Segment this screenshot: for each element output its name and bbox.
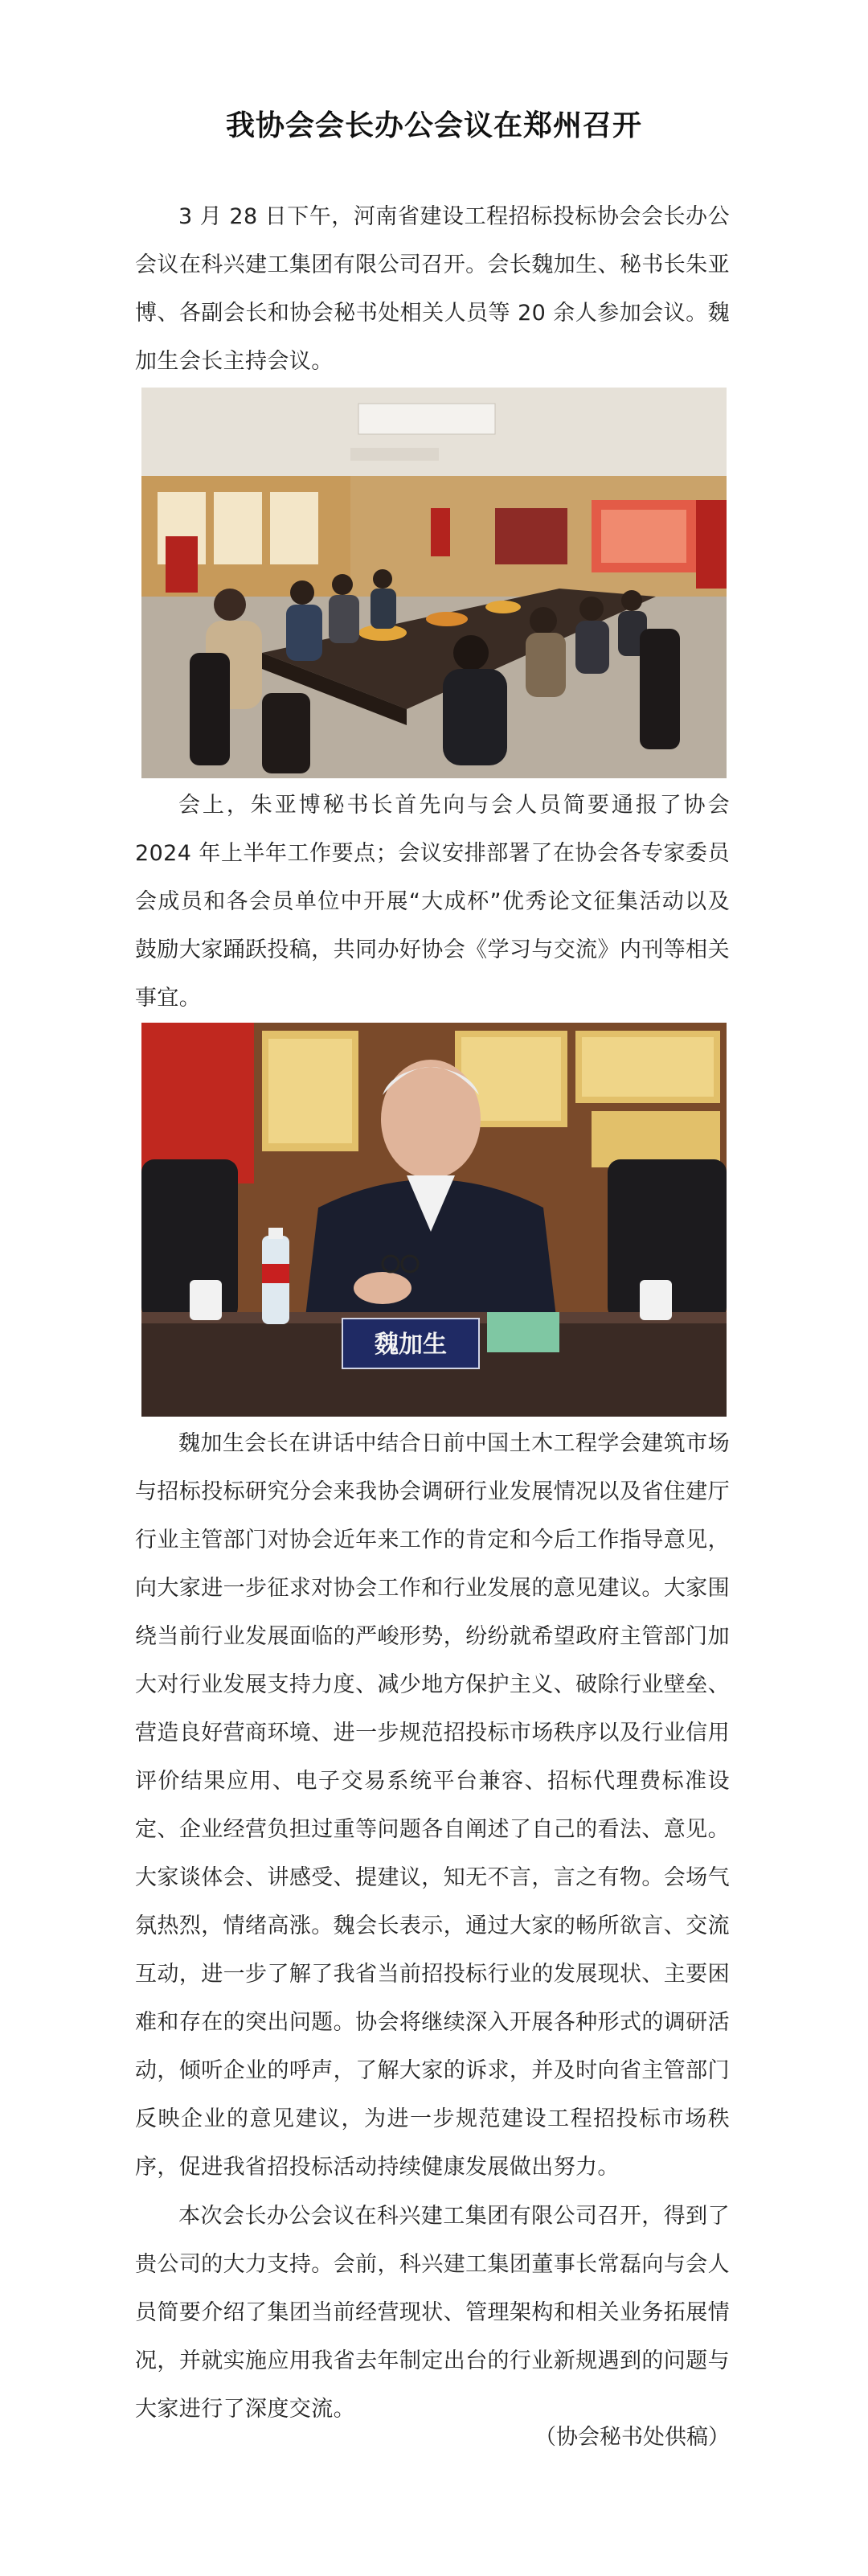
- source-credit: （协会秘书处供稿）: [534, 2425, 730, 2450]
- paragraph-3: 魏加生会长在讲话中结合日前中国土木工程学会建筑市场与招标投标研究分会来我协会调研行业发展情况以及省住建厅行业主管部门对协会近年来工作的肯定和今后工作指导意见，向大家进一步征求对协会工作和行业发展的意见建议。大家围绕当前行业发展面临的严峻形势，纷纷就希望政府主管部门加大对行业发展支持力度、减少地方保护主义、破除行业壁垒、营造良好营商环境、进一步规范招投标市场秩序以及行业信用评价结果应用、电子交易系统平台兼容、招标代理费标准设定、企业经营负担过重等问题各自阐述了自己的看法、意见。大家谈体会、讲感受、提建议，知无不言，言之有物。会场气氛热烈，情绪高涨。魏会长表示，通过大家的畅所欲言、交流互动，进一步了解了我省当前招投标行业的发展现状、主要困难和存在的突出问题。协会将继续深入开展各种形式的调研活动，倾听企业的呼声，了解大家的诉求，并及时向省主管部门反映企业的意见建议，为进一步规范建设工程招投标市场秩序，促进我省招投标活动持续健康发展做出努力。: [135, 1431, 730, 2180]
- nameplate-text: 魏加生: [375, 1331, 447, 1359]
- speaker-photo: [141, 1023, 727, 1417]
- meeting-room-illustration: [141, 388, 727, 778]
- paragraph-1: 3 月 28 日下午，河南省建设工程招标投标协会会长办公会议在科兴建工集团有限公司召开。会长魏加生、秘书长朱亚博、各副会长和协会秘书处相关人员等 20 余人参加会议。魏加生会长主持会议。: [135, 204, 730, 374]
- paragraph-4: 本次会长办公会议在科兴建工集团有限公司召开，得到了贵公司的大力支持。会前，科兴建工集团董事长常磊向与会人员简要介绍了集团当前经营现状、管理架构和相关业务拓展情况，并就实施应用我省去年制定出台的行业新规遇到的问题与大家进行了深度交流。: [135, 2204, 730, 2422]
- speaker-illustration: [141, 1023, 727, 1417]
- paragraph-2: 会上，朱亚博秘书长首先向与会人员简要通报了协会 2024 年上半年工作要点；会议安排部署了在协会各专家委员会成员和各会员单位中开展“大成杯”优秀论文征集活动以及鼓励大家踊跃投稿，共同办好协会《学习与交流》内刊等相关事宜。: [135, 793, 730, 1011]
- article-title: 我协会会长办公会议在郑州召开: [225, 109, 642, 142]
- meeting-room-photo: [141, 388, 727, 778]
